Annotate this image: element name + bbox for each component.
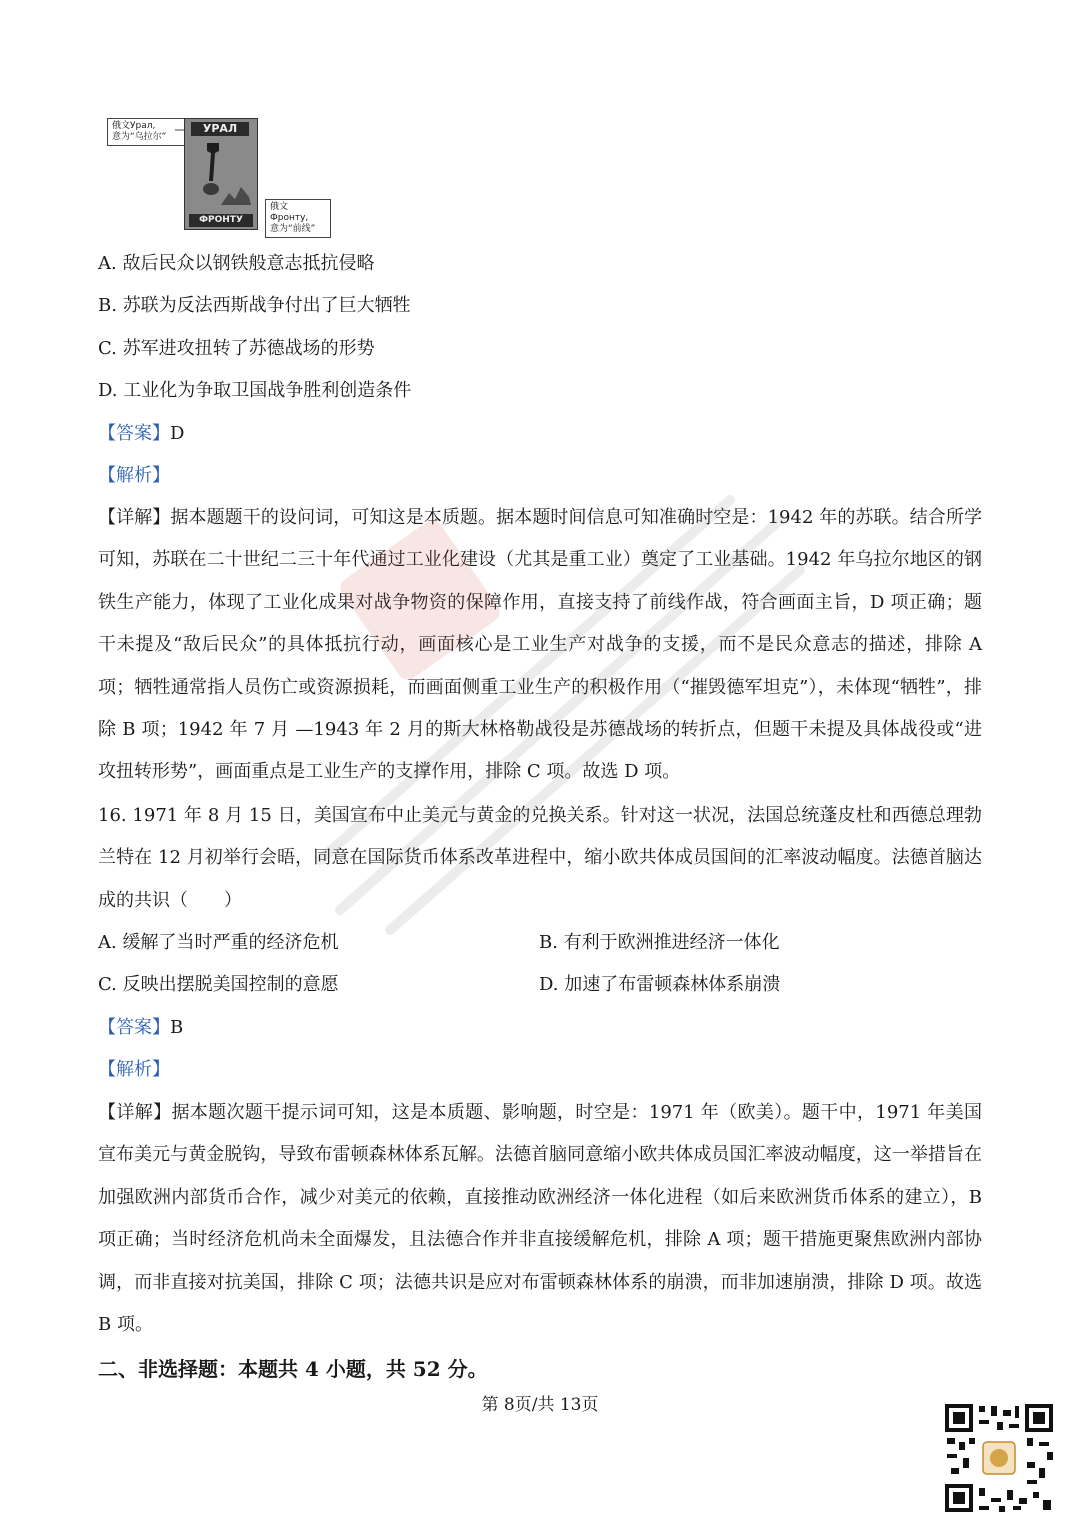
page-footer: 第 8页/共 13页: [481, 1395, 599, 1415]
q15-option-d-text: 工业化为争取卫国战争胜利创造条件: [123, 380, 412, 401]
q16-analysis-label-text: 【解析】: [98, 1059, 170, 1080]
q15-detail: [98, 497, 982, 794]
q15-option-b-letter: B.: [98, 295, 117, 316]
q15-option-d-letter: D.: [98, 380, 118, 401]
callout-left-line2: 意为“乌拉尔”: [112, 132, 167, 142]
q16-stem: 16. 1971 年 8 月 15 日，美国宣布中止美元与黄金的兑换关系。针对这一状况，法国总统蓬皮杜和西德总理勃兰特在 12 月初举行会晤，同意在国际货币体系改革进程中，缩小欧共体成员国间的汇率波动幅度。法德首脑达成的共识（ ）: [98, 805, 982, 911]
q15-detail-text: 据本题题干的设问词，可知这是本质题。据本题时间信息可知准确时空是：1942 年的苏联。结合所学可知，苏联在二十世纪二三十年代通过工业化建设（尤其是重工业）奠定了工业基础。1942 年乌拉尔地区的钢铁生产能力，体现了工业化成果对战争物资的保障作用，直接支持了前线作战，符合画面主旨，D 项正确；题干未提及“敌后民众”的具体抵抗行动，画面核心是工业生产对战争的支援，而不是民众意志的描述，排除 A 项；牺牲通常指人员伤亡或资源损耗，而画面侧重工业生产的积极作用（“摧毁德军坦克”），未体现“牺牲”，排除 B 项；1942 年 7 月 —1943 年 2 月的斯大林格勒战役是苏德战场的转折点，但题干未提及具体战役或“进攻扭转形势”，画面重点是工业生产的支撑作用，排除 C 项。故选 D 项。: [98, 507, 982, 783]
q16-option-c: [98, 964, 339, 1006]
q16-detail-label: 【详解】: [98, 1102, 172, 1123]
q15-analysis-label: [98, 455, 170, 497]
q15-option-a-text: 敌后民众以钢铁般意志抵抗侵略: [122, 253, 375, 274]
q15-option-a-letter: A.: [98, 253, 117, 274]
soviet-poster-image: [184, 118, 258, 230]
q16-option-d-letter: D.: [539, 974, 559, 995]
q16-option-b-text: 有利于欧洲推进经济一体化: [563, 932, 780, 953]
q16-option-d-text: 加速了布雷顿森林体系崩溃: [564, 974, 781, 995]
q15-answer: [98, 413, 184, 455]
figure-callout-left: [107, 118, 185, 146]
q16-option-d: [539, 964, 780, 1006]
q15-option-d: [98, 370, 411, 412]
q15-option-b-text: 苏联为反法西斯战争付出了巨大牺牲: [122, 295, 411, 316]
q15-option-c-letter: C.: [98, 338, 117, 359]
poster-wreck-icon: [219, 179, 253, 209]
poster-top-text: УРАЛ: [191, 122, 249, 136]
q15-analysis-label-text: 【解析】: [98, 465, 170, 486]
q15-option-c: [98, 328, 375, 370]
callout-right-line1: 俄文Фронту,: [270, 202, 309, 223]
section-heading: 二、非选择题：本题共 4 小题，共 52 分。: [98, 1357, 488, 1381]
q16-answer-label: 【答案】: [98, 1017, 170, 1038]
q16-option-a: [98, 922, 338, 964]
q15-option-c-text: 苏军进攻扭转了苏德战场的形势: [122, 338, 375, 359]
figure-callout-right: [265, 199, 331, 238]
q15-answer-label: 【答案】: [98, 423, 170, 444]
q16-option-a-text: 缓解了当时严重的经济危机: [122, 932, 339, 953]
q16-option-a-letter: A.: [98, 932, 117, 953]
q15-option-b: [98, 285, 411, 327]
q16-option-b: [539, 922, 780, 964]
q15-detail-label: 【详解】: [98, 507, 171, 528]
q16-option-b-letter: B.: [539, 932, 558, 953]
qr-code-icon: [943, 1402, 1055, 1514]
q16-answer-value: B: [170, 1017, 184, 1038]
q16-answer: [98, 1007, 183, 1049]
q16-option-c-text: 反映出摆脱美国控制的意愿: [122, 974, 339, 995]
q16-detail: [98, 1092, 982, 1346]
q16-detail-text: 据本题次题干提示词可知，这是本质题、影响题，时空是：1971 年（欧美）。题干中，1971 年美国宣布美元与黄金脱钩，导致布雷顿森林体系瓦解。法德首脑同意缩小欧共体成员国汇率波动幅度，这一举措旨在加强欧洲内部货币合作，减少对美元的依赖，直接推动欧洲经济一体化进程（如后来欧洲货币体系的建立），B 项正确；当时经济危机尚未全面爆发，且法德合作并非直接缓解危机，排除 A 项；题干措施更聚焦欧洲内部协调，而非直接对抗美国，排除 C 项；法德共识是应对布雷顿森林体系的崩溃，而非加速崩溃，排除 D 项。故选 B 项。: [98, 1102, 982, 1336]
q15-answer-value: D: [170, 423, 185, 444]
q15-option-a: [98, 243, 374, 285]
poster-bottom-text: ФРОНТУ: [189, 214, 253, 227]
callout-right-line2: 意为“前线”: [270, 224, 316, 234]
callout-left-line1: 俄文Урал,: [112, 121, 156, 131]
q16-option-c-letter: C.: [98, 974, 117, 995]
q16-analysis-label: [98, 1049, 170, 1091]
